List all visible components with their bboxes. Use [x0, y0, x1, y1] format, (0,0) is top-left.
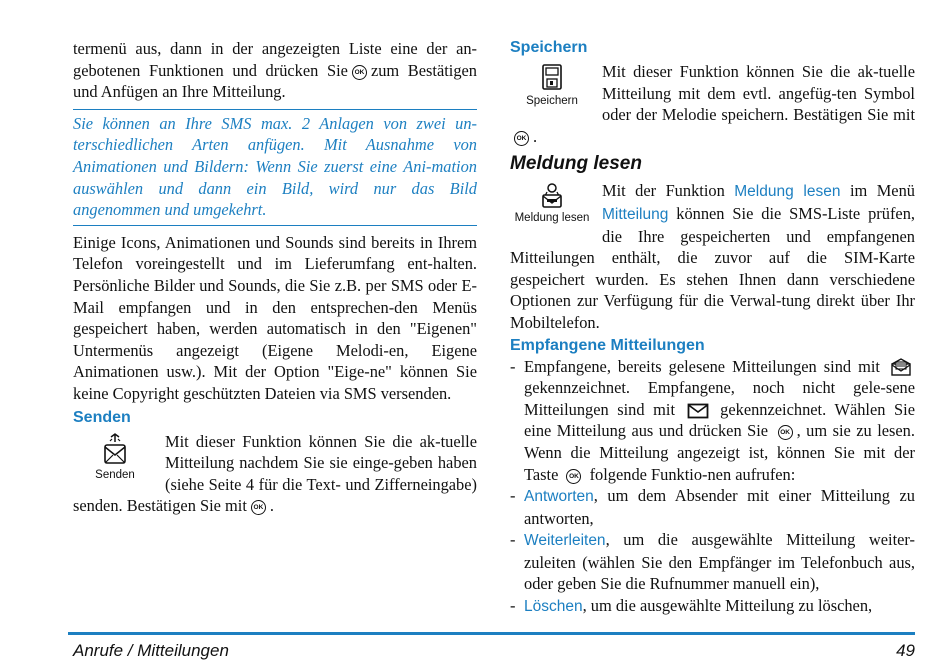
meldung-section	[510, 180, 915, 333]
speichern-paragraph: Mit dieser Funktion können Sie die ak-tuelle Mitteilung mit dem evtl. angefüg-ten Symbol oder der Melodie speichern. Bestätigen Sie mitOK .	[510, 61, 915, 147]
ok-key-icon: OK	[352, 65, 367, 80]
list-dash: -	[510, 486, 516, 506]
senden-icon-block	[65, 433, 165, 482]
ok-key-icon: OK	[566, 469, 581, 484]
list-dash: -	[510, 530, 516, 550]
read-mail-icon	[890, 358, 912, 376]
speichern-heading: Speichern	[510, 39, 588, 56]
empfangene-heading: Empfangene Mitteilungen	[510, 336, 705, 354]
ok-key-icon: OK	[514, 131, 529, 146]
weiterleiten-link[interactable]: Weiterleiten	[524, 532, 606, 550]
list-dash: -	[510, 356, 516, 376]
speichern-icon-label: Speichern	[526, 95, 578, 107]
read-message-icon	[540, 182, 564, 210]
speichern-section	[510, 61, 915, 147]
meldung-icon-block	[502, 182, 602, 225]
body-paragraph: Einige Icons, Animationen und Sounds sind bereits in Ihrem Telefon voreingestellt und im Lieferumfang ent-halten. Persönliche Bilder und Sounds, die Sie z.B. per SMS oder E-Mail empfangen und in den entsprechen-den Menüs gespeichert haben, werden automatisch in den "Eigenen" Untermenüs angezeigt (Eigene Melodi-en, Eigene Animationen usw.). Mit der Option "Eige-ne" können Sie keine Copyright geschützten Dateien via SMS versenden.	[73, 232, 477, 403]
senden-heading: Senden	[73, 408, 131, 426]
list-item: - Löschen, um die ausgewählte Mitteilung zu löschen,	[510, 596, 873, 616]
loeschen-link[interactable]: Löschen	[524, 598, 583, 616]
intro-paragraph: termenü aus, dann in der angezeigten Liste eine der an-gebotenen Funktionen und drücken Sie OK zum Bestätigen und Anfügen an Ihre Mitteilung.	[73, 39, 477, 102]
meldung-heading: Meldung lesen	[510, 153, 642, 175]
meldung-icon-label: Meldung lesen	[514, 212, 590, 225]
footer-section-title: Anrufe / Mitteilungen	[73, 641, 229, 660]
antworten-link[interactable]: Antworten	[524, 488, 594, 506]
list-item: - Weiterleiten, um die ausgewählte Mitteilung weiter-zuleiten (wählen Sie den Empfänger im Telefonbuch aus, oder geben Sie die Rufnummer manuell ein),	[510, 530, 915, 594]
footer-rule	[68, 632, 915, 635]
list-item: - Antworten, um dem Absender mit einer Mitteilung zu antworten,	[510, 486, 915, 528]
mitteilung-link[interactable]: Mitteilung	[602, 205, 669, 223]
left-column	[73, 38, 477, 517]
list-dash: -	[510, 596, 516, 616]
ok-key-icon: OK	[251, 500, 266, 515]
page-number: 49	[896, 641, 915, 660]
list-item: - Empfangene, bereits gelesene Mitteilungen sind mit gekennzeichnet. Empfangene, noch nicht gele-sene Mitteilungen sind mit gekennzeichnet. Wählen Sie eine Mitteilung aus und drücken Sie OK , um sie zu lesen. Wenn die Mitteilung angezeigt ist, können Sie mit der Taste OK folgende Funktio-nen aufrufen:	[510, 356, 915, 484]
senden-section	[73, 431, 477, 517]
senden-paragraph: Mit dieser Funktion können Sie die ak-tuelle Mitteilung nachdem Sie sie einge-geben haben (siehe Seite 4 für die Text- und Zifferneingabe) senden. Bestätigen Sie mit OK .	[73, 431, 477, 516]
speichern-icon-block	[502, 63, 602, 108]
meldung-paragraph: Mit der Funktion Meldung lesen im Menü Mitteilung können Sie die SMS-Liste prüfen, die Ihre gespeicherten und empfangenen Mitteilungen enthält, die zuvor auf die SIM-Karte gespeichert wurden. Es stehen Ihnen dann verschiedene Optionen zur Verfügung für die Verwal-tung direkt über Ihr Mobiltelefon.	[510, 181, 915, 332]
meldung-lesen-link[interactable]: Meldung lesen	[734, 183, 841, 201]
unread-envelope-icon	[687, 403, 709, 419]
senden-icon-label: Senden	[95, 468, 135, 481]
right-column	[510, 38, 915, 618]
note-box: Sie können an Ihre SMS max. 2 Anlagen von zwei un-terschiedlichen Arten anfügen. Mit Ausnahme von Animationen und Bildern: Wenn Sie zuerst eine Ani-mation auswählen und dann ein Bild, wird nur das Bild angenommen und umgekehrt.	[73, 109, 477, 226]
ok-key-icon: OK	[778, 425, 793, 440]
save-icon	[541, 63, 563, 93]
send-icon	[102, 433, 128, 467]
